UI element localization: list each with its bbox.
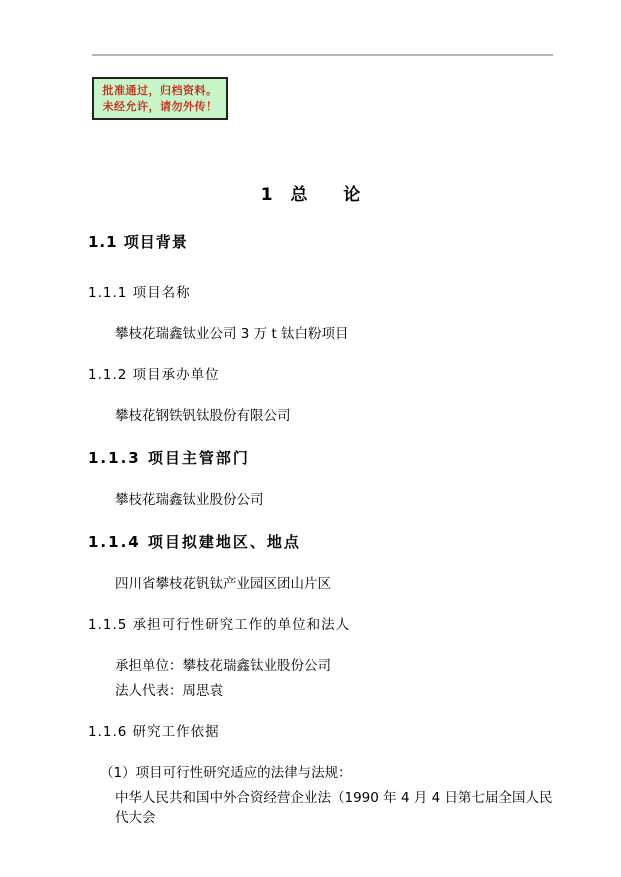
- chapter-title: 1 总 论: [260, 185, 361, 205]
- section-heading-1-1-1: 1.1.1 项目名称: [88, 285, 191, 301]
- paragraph-project-name: 攀枝花瑞鑫钛业公司 3 万 t 钛白粉项目: [115, 326, 349, 342]
- approval-notice-box: [92, 77, 228, 120]
- section-heading-1-1-5: 1.1.5 承担可行性研究工作的单位和法人: [88, 617, 351, 633]
- notice-line-2: 未经允许，请勿外传！: [102, 99, 218, 113]
- paragraph-unit: 承担单位：攀枝花瑞鑫钛业股份公司: [115, 658, 331, 674]
- paragraph-undertaker: 攀枝花钢铁钒钛股份有限公司: [115, 408, 291, 424]
- header-divider: [92, 54, 553, 56]
- paragraph-law-reference: 中华人民共和国中外合资经营企业法（1990 年 4 月 4 日第七届全国人民代大会: [115, 790, 553, 826]
- paragraph-legal-rep: 法人代表：周思袁: [115, 683, 223, 699]
- paragraph-basis-item: （1）项目可行性研究适应的法律与法规：: [100, 765, 352, 781]
- section-heading-1-1: 1.1 项目背景: [88, 233, 188, 251]
- paragraph-location: 四川省攀枝花钒钛产业园区团山片区: [115, 576, 331, 592]
- notice-line-1: 批准通过，归档资料。: [102, 83, 218, 97]
- paragraph-authority: 攀枝花瑞鑫钛业股份公司: [115, 492, 264, 508]
- section-heading-1-1-4: 1.1.4 项目拟建地区、地点: [88, 533, 301, 551]
- section-heading-1-1-6: 1.1.6 研究工作依据: [88, 724, 220, 740]
- section-heading-1-1-2: 1.1.2 项目承办单位: [88, 367, 220, 383]
- document-body: [88, 231, 553, 849]
- section-heading-1-1-3: 1.1.3 项目主管部门: [88, 449, 250, 467]
